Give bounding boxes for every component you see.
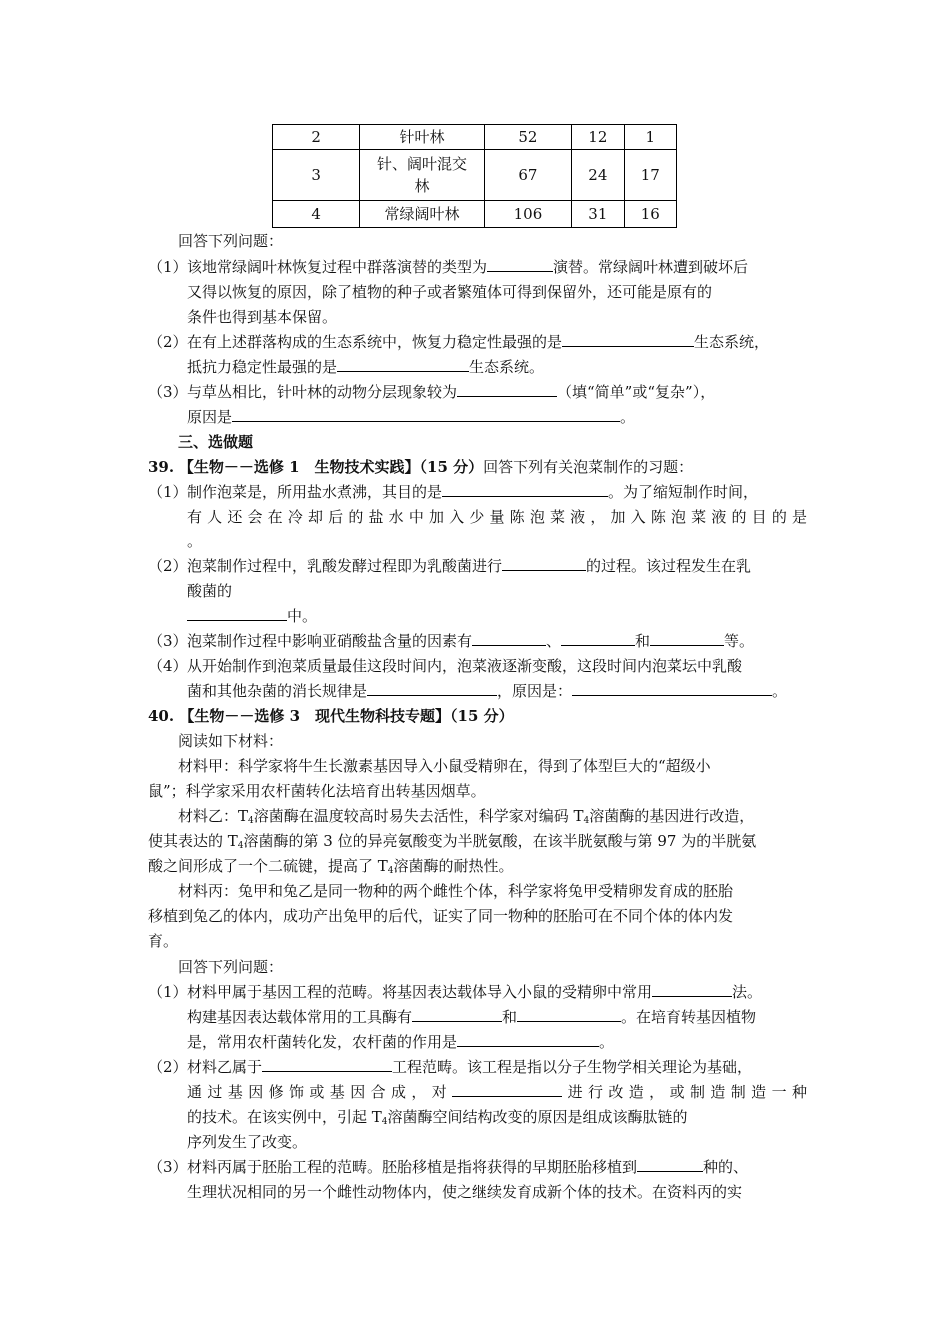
question-number: （3） [148,1158,188,1176]
answer-blank[interactable] [517,1007,621,1022]
text: 该地常绿阔叶林恢复过程中群落演替的类型为 [187,258,488,276]
question-40-3-line [187,1156,748,1178]
question-40-2-line [187,1081,807,1103]
text: 生态系统。 [469,358,545,376]
question-number: 40. [148,707,175,725]
text: 材料乙属于 [187,1058,263,1076]
text: 与草丛相比，针叶林的动物分层现象较为 [187,383,458,401]
table-row [273,201,677,228]
table-cell: 针叶林 [360,125,484,150]
text: 溶菌酶空间结构改变的原因是组成该酶肽链的 [387,1108,688,1126]
text: 制作泡菜是，所用盐水煮沸，其目的是 [187,483,443,501]
table-cell: 常绿阔叶林 [360,201,484,228]
forest-table [272,124,677,228]
text: 进行改造，或制造制造一种 [562,1083,807,1101]
answer-blank[interactable] [650,631,724,646]
answer-blank[interactable] [502,556,586,571]
text: 在有上述群落构成的生态系统中，恢复力稳定性最强的是 [187,333,563,351]
question-39-1-line: 有人还会在冷却后的盐水中加入少量陈泡菜液，加入陈泡菜液的目的是 [187,508,807,526]
text: 法。 [732,983,763,1001]
question-40-2-line [187,1056,752,1078]
text: 的过程。该过程发生在乳 [586,557,752,575]
answer-blank[interactable] [412,1007,502,1022]
text: 等。 [724,632,755,650]
question-40-1-line [187,981,762,1003]
question-number: （4） [148,657,188,675]
answer-blank[interactable] [262,1057,392,1072]
material-c-line: 移植到兔乙的体内，成功产出兔甲的后代，证实了同一物种的胚胎可在不同个体的体内发 [148,907,734,925]
question-1-line [187,256,748,278]
table-cell [360,150,484,201]
question-39-1-line: 。 [187,532,203,550]
text: 。在培育转基因植物 [621,1008,757,1026]
question-number: （2） [148,557,188,575]
question-number: （3） [148,632,188,650]
text: 生态系统， [694,333,770,351]
answer-blank[interactable] [562,332,694,347]
text: ，原因是： [497,682,573,700]
table-cell: 67 [484,150,571,201]
text: 溶菌酶在温度较高时易失去活性，科学家对编码 T [253,807,584,825]
material-b-line [178,805,754,832]
text: 演替。常绿阔叶林遭到破坏后 [553,258,749,276]
table-cell: 52 [484,125,571,150]
text: 、 [546,632,562,650]
question-39-1-line [187,481,758,503]
subscript: 4 [237,841,244,851]
question-3-line [187,381,715,403]
question-40-heading [148,705,514,727]
subscript: 4 [381,1117,388,1127]
material-a-line: 材料甲：科学家将牛生长激素基因导入小鼠受精卵在，得到了体型巨大的“超级小 [178,757,711,775]
text: 材料丙属于胚胎工程的范畴。胚胎移植是指将获得的早期胚胎移植到 [187,1158,638,1176]
section-title: 三、选做题 [178,433,254,451]
question-39-4-line: 从开始制作到泡菜质量最佳这段时间内，泡菜液逐渐变酸，这段时间内泡菜坛中乳酸 [187,657,743,675]
answer-blank[interactable] [457,1032,599,1047]
cell-line: 针、阔叶混交 [377,155,468,173]
text: 泡菜制作过程中，乳酸发酵过程即为乳酸菌进行 [187,557,503,575]
text: 酸之间形成了一个二硫键，提高了 T [148,857,388,875]
answer-blank[interactable] [452,1082,562,1097]
text: 抵抗力稳定性最强的是 [187,358,338,376]
answer-blank[interactable] [637,1157,703,1172]
text: 通过基因修饰或基因合成，对 [187,1083,453,1101]
text: 中。 [287,607,318,625]
question-number: （1） [148,483,188,501]
answer-blank[interactable] [367,681,497,696]
text: 种的、 [703,1158,749,1176]
text: 的技术。在该实例中，引起 T [187,1108,382,1126]
table-cell: 31 [572,201,624,228]
text: 使其表达的 T [148,832,238,850]
text: 溶菌酶的耐热性。 [393,857,514,875]
question-39-3-line [187,630,754,652]
question-number: （1） [148,983,188,1001]
table-row [273,150,677,201]
question-40-1-line [187,1006,756,1028]
answer-blank[interactable] [572,681,772,696]
question-2-line [187,356,544,378]
question-title: 【生物－－选修 1 生物技术实践】（15 分） [178,458,484,476]
text: （填“简单”或“复杂”）， [557,383,716,401]
question-number: （2） [148,333,188,351]
text: 。为了缩短制作时间， [608,483,759,501]
question-39-heading [148,456,693,478]
instruction: 阅读如下材料： [178,732,284,750]
table-cell: 1 [624,125,676,150]
answer-blank[interactable] [457,382,557,397]
answer-blank[interactable] [652,982,732,997]
text: 原因是 [187,408,233,426]
question-39-2-line [187,605,317,627]
question-2-line [187,331,769,353]
material-b-line [148,830,756,857]
text: 和 [635,632,651,650]
answer-blank[interactable] [232,407,620,422]
question-number: 39. [148,458,175,476]
material-a-line: 鼠”；科学家采用农杆菌转化法培育出转基因烟草。 [148,782,486,800]
cell-line: 林 [414,177,430,195]
question-title: 【生物－－选修 3 现代生物科技专题】（15 分） [179,707,514,725]
text: 溶菌酶的基因进行改造， [589,807,755,825]
answer-blank[interactable] [487,257,553,272]
text: 菌和其他杂菌的消长规律是 [187,682,368,700]
answer-blank[interactable] [337,357,469,372]
question-39-4-line [187,680,787,702]
question-number: （2） [148,1058,188,1076]
table-cell: 12 [572,125,624,150]
question-39-2-line: 酸菌的 [187,582,233,600]
question-number: （1） [148,258,188,276]
question-1-line: 又得以恢复的原因，除了植物的种子或者繁殖体可得到保留外，还可能是原有的 [187,283,713,301]
question-1-line: 条件也得到基本保留。 [187,308,338,326]
table-cell: 24 [572,150,624,201]
question-40-1-line [187,1031,614,1053]
text: 。 [620,408,636,426]
question-39-2-line [187,555,751,577]
subscript: 4 [248,816,254,826]
question-3-line [187,406,635,428]
question-40-2-line: 序列发生了改变。 [187,1133,308,1151]
table-cell: 106 [484,201,571,228]
text: 。 [772,682,788,700]
answer-blank[interactable] [472,631,546,646]
question-40-3-line: 生理状况相同的另一个雌性动物体内，使之继续发育成新个体的技术。在资料丙的实 [187,1183,743,1201]
question-40-2-line [187,1106,688,1133]
subscript: 4 [387,866,394,876]
table-cell: 4 [273,201,360,228]
material-c-line: 育。 [148,932,179,950]
instruction: 回答下列问题： [178,232,284,250]
text: 构建基因表达载体常用的工具酶有 [187,1008,413,1026]
table-cell: 3 [273,150,360,201]
text: 。 [599,1033,615,1051]
table-cell: 17 [624,150,676,201]
material-b-line [148,855,514,882]
text: 材料甲属于基因工程的范畴。将基因表达载体导入小鼠的受精卵中常用 [187,983,653,1001]
subscript: 4 [583,816,590,826]
text: 工程范畴。该工程是指以分子生物学相关理论为基础， [392,1058,753,1076]
answer-blank[interactable] [187,606,287,621]
table-row [273,125,677,150]
text: 溶菌酶的第 3 位的异亮氨酸变为半胱氨酸，在该半胱氨酸与第 97 为的半胱氨 [243,832,757,850]
text: 泡菜制作过程中影响亚硝酸盐含量的因素有 [187,632,473,650]
answer-blank[interactable] [561,631,635,646]
text: 材料乙：T [178,807,249,825]
text: 是，常用农杆菌转化发，农杆菌的作用是 [187,1033,458,1051]
table-cell: 16 [624,201,676,228]
material-c-line: 材料丙：兔甲和兔乙是同一物种的两个雌性个体，科学家将兔甲受精卵发育成的胚胎 [178,882,734,900]
table-cell: 2 [273,125,360,150]
question-number: （3） [148,383,188,401]
instruction: 回答下列问题： [178,958,284,976]
answer-blank[interactable] [442,482,608,497]
text: 和 [502,1008,518,1026]
text: 回答下列有关泡菜制作的习题： [483,458,694,476]
